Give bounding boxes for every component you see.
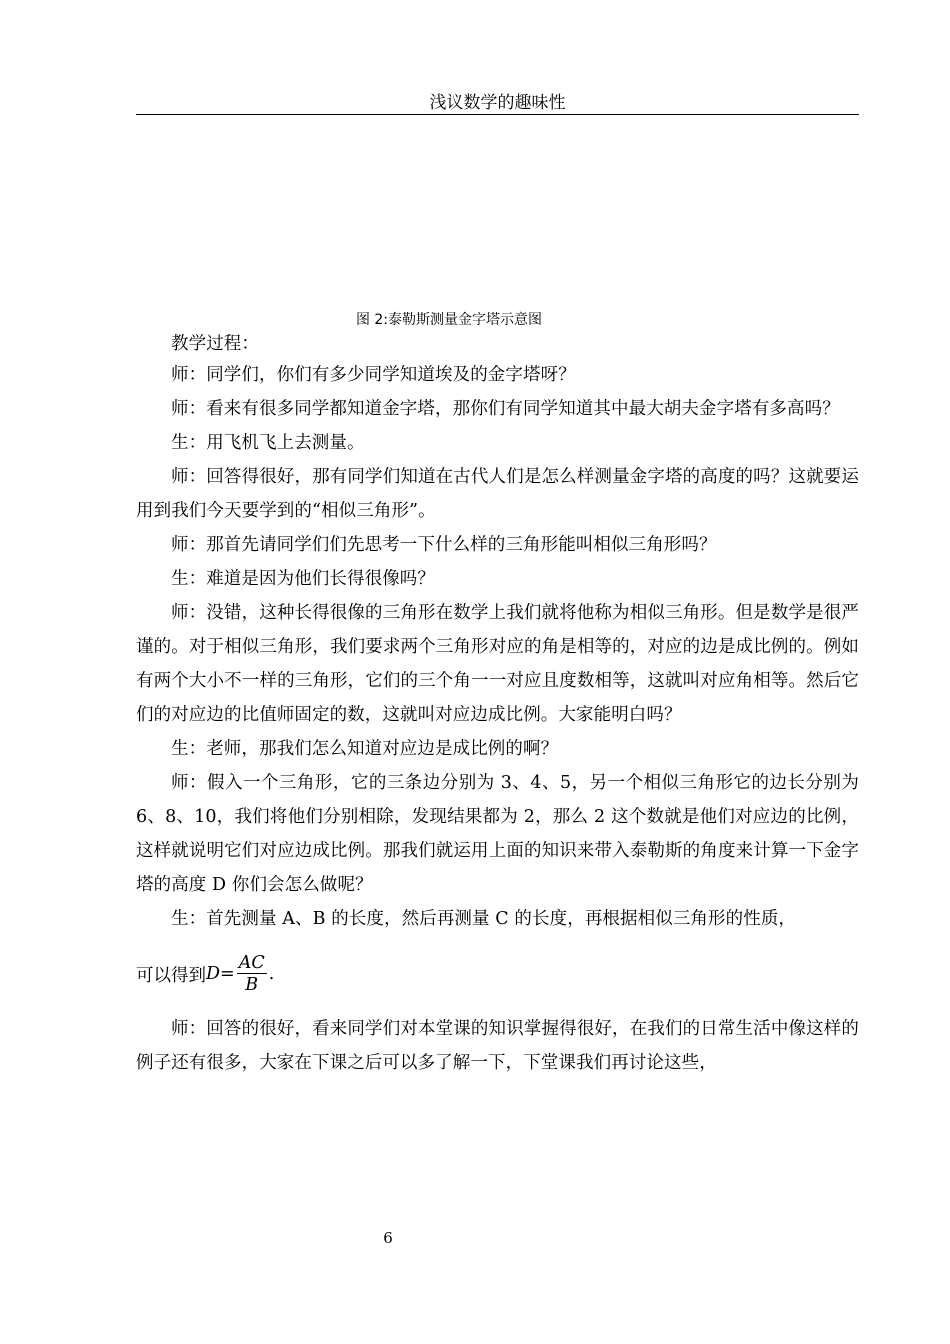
paragraph: 师：看来有很多同学都知道金字塔，那你们有同学知道其中最大胡夫金字塔有多高吗？ xyxy=(171,399,840,419)
page-number: 6 xyxy=(383,1229,393,1247)
paragraph: 师：回答的很好，看来同学们对本堂课的知识掌握得很好，在我们的日常生活中像这样的例子还有很多，大家在下课之后可以多了解一下，下堂课我们再讨论这些， xyxy=(136,1019,859,1073)
formula-lhs: D xyxy=(206,964,221,984)
paragraph: 师：假入一个三角形，它的三条边分别为 3、4、5，另一个相似三角形它的边长分别为 6、8、10，我们将他们分别相除，发现结果都为 2，那么 2 这个数就是他们对应边的比例，这样就说明它们对应边成比例。那我们就运用上面的知识来带入泰勒斯的角度来计算一下金字塔的高度 D 你们会怎么做呢？ xyxy=(136,773,859,895)
paragraph: 生：难道是因为他们长得很像吗？ xyxy=(171,569,435,589)
formula-line xyxy=(136,936,859,1012)
figure-caption: 图 2:泰勒斯测量金字塔示意图 xyxy=(355,312,543,328)
paragraph: 师：没错，这种长得很像的三角形在数学上我们就将他称为相似三角形。但是数学是很严谨的。对于相似三角形，我们要求两个三角形对应的角是相等的，对应的边是成比例的。例如有两个大小不一样的三角形，它们的三个角一一对应且度数相等，这就叫对应角相等。然后它们的对应边的比值师固定的数，这就叫对应边成比例。大家能明白吗？ xyxy=(136,603,859,725)
paragraph: 教学过程： xyxy=(171,334,259,354)
formula-denominator: B xyxy=(245,974,259,995)
formula-suffix: . xyxy=(268,964,275,984)
paragraph: 生：首先测量 A、B 的长度，然后再测量 C 的长度，再根据相似三角形的性质， xyxy=(171,909,797,929)
running-header: 浅议数学的趣味性 xyxy=(429,93,566,113)
paragraph: 生：老师，那我们怎么知道对应边是成比例的啊？ xyxy=(171,739,559,759)
formula-fraction xyxy=(237,953,267,996)
paragraph: 师：回答得很好，那有同学们知道在古代人们是怎么样测量金字塔的高度的吗？这就要运用到我们今天要学到的“相似三角形”。 xyxy=(136,467,859,521)
formula-prefix: 可以得到 xyxy=(136,965,206,986)
header-rule xyxy=(136,114,859,115)
body-text xyxy=(136,330,859,1080)
paragraph: 师：那首先请同学们们先思考一下什么样的三角形能叫相似三角形吗？ xyxy=(171,535,717,555)
formula-equals: = xyxy=(220,964,235,984)
formula-numerator: AC xyxy=(238,952,265,973)
paragraph: 师：同学们，你们有多少同学知道埃及的金字塔呀？ xyxy=(171,365,576,385)
paragraph: 生：用飞机飞上去测量。 xyxy=(171,433,365,453)
